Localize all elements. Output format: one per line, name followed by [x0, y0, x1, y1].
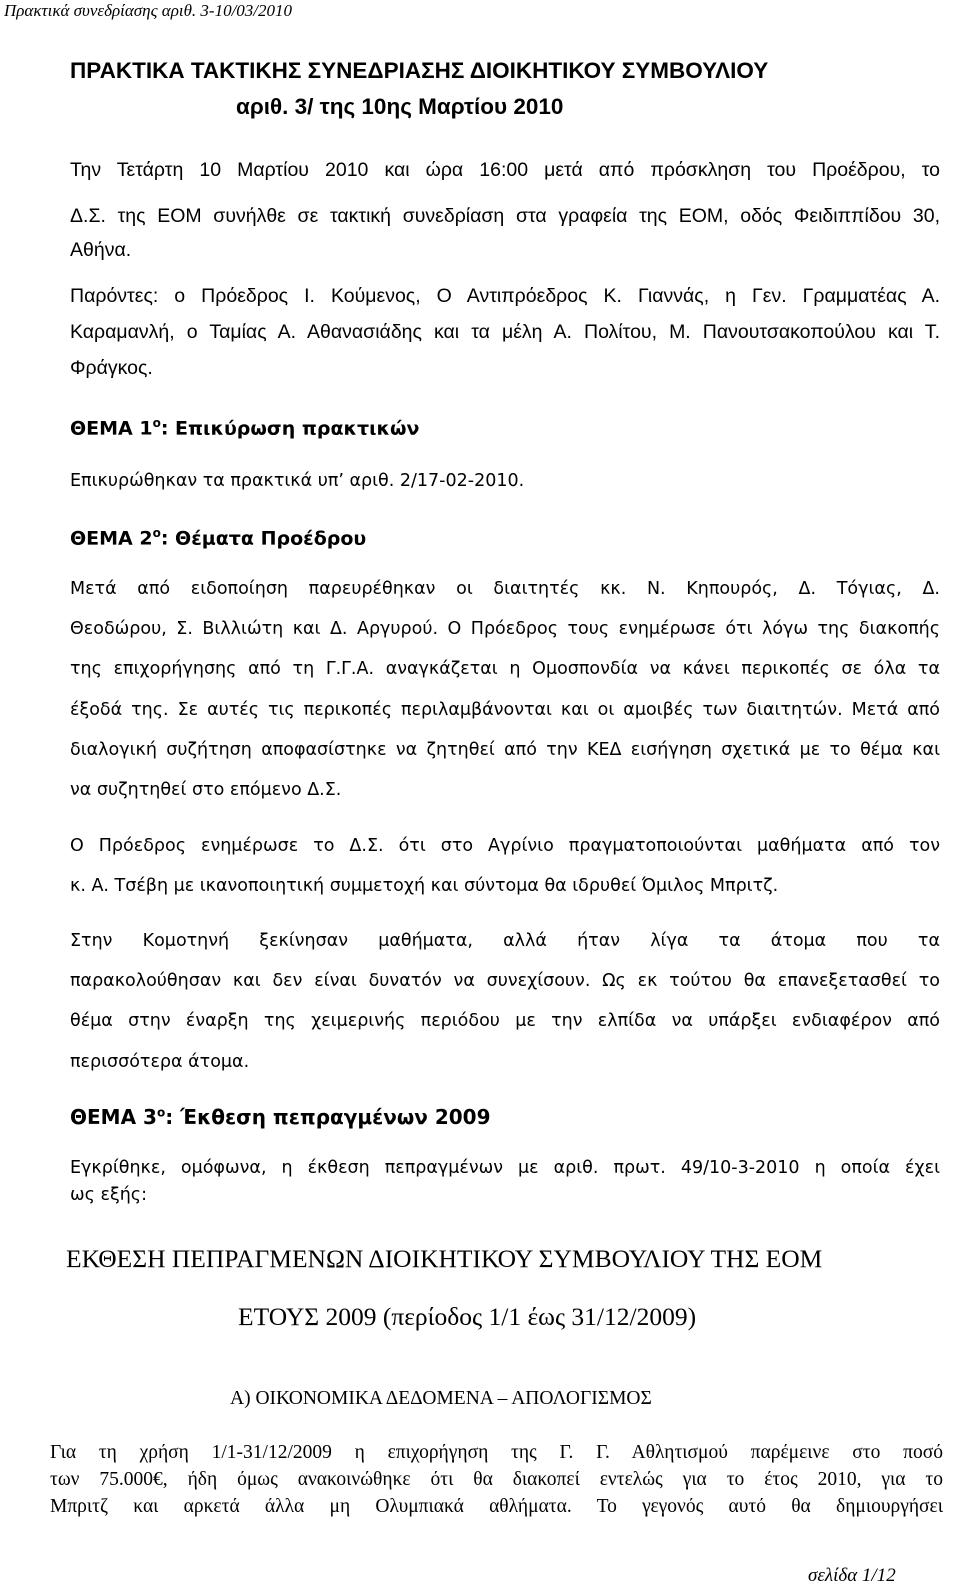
running-header: Πρακτικά συνεδρίασης αριθ. 3-10/03/2010 [4, 1, 293, 20]
paragraph-line: Για τη χρήση 1/1-31/12/2009 η επιχορήγηση της Γ. Γ. Αθλητισμού παρέμεινε στο ποσό [50, 1442, 943, 1463]
paragraph-line: θέμα στην έναρξη της χειμερινής περιόδου με την ελπίδα να υπάρξει ενδιαφέρον από [70, 1011, 940, 1031]
page-number: σελίδα 1/12 [808, 1565, 896, 1586]
theme-1-heading: ΘΕΜΑ $1^o$: Επικύρωση πρακτικών [70, 416, 420, 440]
attendees-line: Φράγκος. [70, 357, 153, 379]
paragraph-line: της επιχορήγησης από τη Γ.Γ.Α. αναγκάζεται η Ομοσπονδία να κάνει περικοπές σε όλα τα [70, 659, 940, 679]
paragraph-line: ως εξής: [70, 1185, 147, 1205]
paragraph-line: Ο Πρόεδρος ενημέρωσε το Δ.Σ. ότι στο Αγρίνιο πραγματοποιούνται μαθήματα από τον [70, 836, 940, 856]
intro-line: Αθήνα. [70, 239, 132, 261]
report-period: ΕΤΟΥΣ 2009 (περίοδος 1/1 έως 31/12/2009) [238, 1302, 697, 1331]
paragraph-line: Μετά από ειδοποίηση παρευρέθηκαν οι διαιτητές κκ. Ν. Κηπουρός, Δ. Τόγιας, Δ. [70, 579, 940, 599]
report-section-heading: Α) ΟΙΚΟΝΟΜΙΚΑ ΔΕΔΟΜΕΝΑ – ΑΠΟΛΟΓΙΣΜΟΣ [230, 1388, 652, 1409]
document-title: ΠΡΑΚΤΙΚΑ ΤΑΚΤΙΚΗΣ ΣΥΝΕΔΡΙΑΣΗΣ ΔΙΟΙΚΗΤΙΚΟΥ ΣΥΜΒΟΥΛΙΟΥ [70, 58, 769, 83]
paragraph-line: Θεοδώρου, Σ. Βιλλιώτη και Δ. Αργυρού. Ο Πρόεδρος τους ενημέρωσε ότι λόγω της διακοπής [70, 619, 940, 639]
theme-3-heading: ΘΕΜΑ $3^o$: Έκθεση πεπραγμένων 2009 [70, 1105, 491, 1129]
theme-1-text: Επικυρώθηκαν τα πρακτικά υπ’ αριθ. 2/17-02-2010. [70, 471, 525, 491]
paragraph-line: Στην Κομοτηνή ξεκίνησαν μαθήματα, αλλά ήταν λίγα τα άτομα που τα [70, 931, 940, 951]
attendees-line: Παρόντες: ο Πρόεδρος Ι. Κούμενος, Ο Αντιπρόεδρος Κ. Γιαννάς, η Γεν. Γραμματέας Α. [70, 285, 940, 307]
paragraph-line: περισσότερα άτομα. [70, 1052, 250, 1072]
paragraph-line: κ. Α. Τσέβη με ικανοποιητική συμμετοχή και σύντομα θα ιδρυθεί Όμιλος Μπριτζ. [70, 876, 779, 896]
intro-line: Δ.Σ. της ΕΟΜ συνήλθε σε τακτική συνεδρίαση στα γραφεία της ΕΟΜ, οδός Φειδιππίδου 30, [70, 205, 940, 227]
paragraph-line: να συζητηθεί στο επόμενο Δ.Σ. [70, 780, 342, 800]
attendees-line: Καραμανλή, ο Ταμίας Α. Αθανασιάδης και τα μέλη Α. Πολίτου, Μ. Πανουτσακοπούλου και Τ. [70, 321, 940, 343]
paragraph-line: παρακολούθησαν και δεν είναι δυνατόν να συνεχίσουν. Ως εκ τούτου θα επανεξετασθεί το [70, 971, 940, 991]
paragraph-line: διαλογική συζήτηση αποφασίστηκε να ζητηθεί από την ΚΕΔ εισήγηση σχετικά με το θέμα και [70, 740, 940, 760]
intro-line: Την Τετάρτη 10 Μαρτίου 2010 και ώρα 16:00 μετά από πρόσκληση του Προέδρου, το [70, 159, 940, 181]
report-title: ΕΚΘΕΣΗ ΠΕΠΡΑΓΜΕΝΩΝ ΔΙΟΙΚΗΤΙΚΟΥ ΣΥΜΒΟΥΛΙΟΥ ΤΗΣ ΕΟΜ [66, 1244, 823, 1273]
paragraph-line: Μπριτζ και αρκετά άλλα μη Ολυμπιακά αθλήματα. Το γεγονός αυτό θα δημιουργήσει [50, 1496, 943, 1517]
paragraph-line: Εγκρίθηκε, ομόφωνα, η έκθεση πεπραγμένων με αριθ. πρωτ. 49/10-3-2010 η οποία έχει [70, 1158, 940, 1178]
theme-2-heading: ΘΕΜΑ $2^o$: Θέματα Προέδρου [70, 526, 367, 550]
document-subtitle: αριθ. 3/ της 10ης Μαρτίου 2010 [236, 94, 564, 119]
paragraph-line: των 75.000€, ήδη όμως ανακοινώθηκε ότι θα διακοπεί εντελώς για το έτος 2010, για το [50, 1469, 943, 1490]
paragraph-line: έξοδά της. Σε αυτές τις περικοπές περιλαμβάνονται και οι αμοιβές των διαιτητών. Μετά από [70, 700, 940, 720]
